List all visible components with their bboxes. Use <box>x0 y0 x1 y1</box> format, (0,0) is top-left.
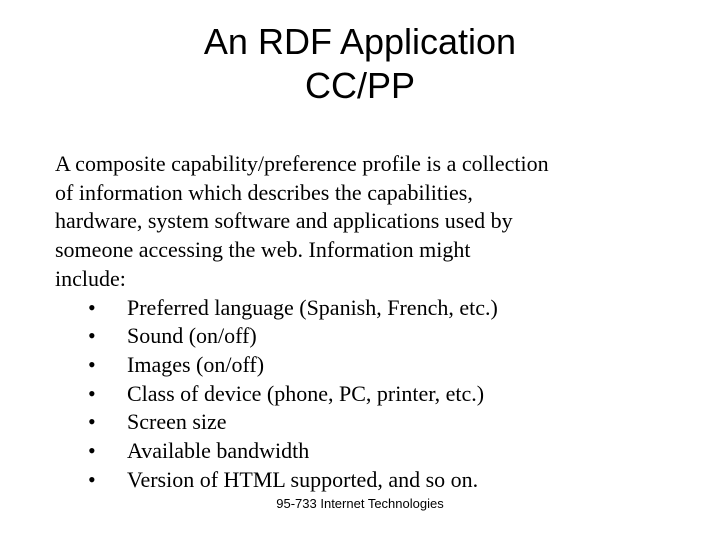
slide-title-line-1: An RDF Application <box>203 21 517 62</box>
slide-title-line-2: CC/PP <box>304 65 416 106</box>
slide-body <box>55 150 675 494</box>
bullet-text: Screen size <box>127 409 227 435</box>
bullet-list <box>55 294 675 495</box>
bullet-icon: • <box>88 294 96 320</box>
bullet-icon: • <box>88 323 96 349</box>
bullet-item-sound <box>55 322 675 351</box>
bullet-text: Images (on/off) <box>127 351 265 377</box>
intro-line: include: <box>55 265 126 291</box>
bullet-item-class-of-device <box>55 380 675 409</box>
bullet-item-available-bandwidth <box>55 437 675 466</box>
bullet-text: Class of device (phone, PC, printer, etc.) <box>127 380 485 406</box>
intro-line: A composite capability/preference profile is a collection <box>55 151 549 176</box>
bullet-text: Version of HTML supported, and so on. <box>127 466 479 492</box>
slide-footer: 95-733 Internet Technologies <box>276 496 444 511</box>
bullet-item-images <box>55 351 675 380</box>
intro-line: of information which describes the capabilities, <box>55 179 473 205</box>
bullet-text: Available bandwidth <box>127 438 310 464</box>
bullet-icon: • <box>88 380 96 406</box>
bullet-item-screen-size <box>55 408 675 437</box>
bullet-text: Preferred language (Spanish, French, etc.) <box>127 294 498 320</box>
bullet-icon: • <box>88 351 96 377</box>
intro-line: someone accessing the web. Information might <box>55 237 471 263</box>
slide-title <box>0 20 720 108</box>
bullet-text: Sound (on/off) <box>127 323 257 349</box>
bullet-item-html-version <box>55 466 675 495</box>
bullet-icon: • <box>88 466 96 492</box>
intro-line: hardware, system software and applications used by <box>55 208 513 234</box>
bullet-item-preferred-language <box>55 294 675 323</box>
bullet-icon: • <box>88 438 96 464</box>
intro-paragraph <box>55 150 675 294</box>
bullet-icon: • <box>88 409 96 435</box>
